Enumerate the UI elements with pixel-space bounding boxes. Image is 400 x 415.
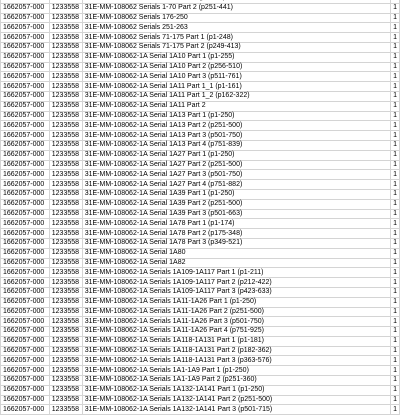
- cell-count[interactable]: 1: [391, 62, 400, 72]
- cell-count[interactable]: 1: [391, 82, 400, 92]
- cell-title[interactable]: 31E-MM-108062-1A Serial 1A80: [82, 248, 390, 258]
- cell-count[interactable]: 1: [391, 13, 400, 23]
- cell-count[interactable]: 1: [391, 150, 400, 160]
- cell-box-id[interactable]: 1233558: [49, 199, 82, 209]
- cell-record-id[interactable]: 1662057-000: [1, 278, 50, 288]
- cell-record-id[interactable]: 1662057-000: [1, 219, 50, 229]
- cell-box-id[interactable]: 1233558: [49, 307, 82, 317]
- cell-count[interactable]: 1: [391, 33, 400, 43]
- cell-record-id[interactable]: 1662057-000: [1, 121, 50, 131]
- cell-count[interactable]: 1: [391, 248, 400, 258]
- table-row[interactable]: [1, 385, 400, 395]
- cell-record-id[interactable]: 1662057-000: [1, 336, 50, 346]
- cell-count[interactable]: 1: [391, 219, 400, 229]
- table-row[interactable]: [1, 219, 400, 229]
- cell-record-id[interactable]: 1662057-000: [1, 42, 50, 52]
- cell-title[interactable]: 31E-MM-108062-1A Serial 1A39 Part 3 (p501-663): [82, 209, 390, 219]
- cell-title[interactable]: 31E-MM-108062-1A Serials 1A1-1A9 Part 1 (p1-250): [82, 366, 390, 376]
- table-row[interactable]: [1, 101, 400, 111]
- cell-record-id[interactable]: 1662057-000: [1, 13, 50, 23]
- grid-body: [1, 0, 400, 415]
- cell-title[interactable]: 31E-MM-108062-1A Serial 1A78 Part 1 (p1-174): [82, 219, 390, 229]
- cell-record-id[interactable]: 1662057-000: [1, 140, 50, 150]
- cell-record-id[interactable]: 1662057-000: [1, 52, 50, 62]
- table-row[interactable]: [1, 72, 400, 82]
- cell-count[interactable]: 1: [391, 395, 400, 405]
- cell-record-id[interactable]: 1662057-000: [1, 101, 50, 111]
- table-row[interactable]: [1, 82, 400, 92]
- table-row[interactable]: [1, 160, 400, 170]
- cell-title[interactable]: 31E-MM-108062-1A Serial 1A78 Part 2 (p175-348): [82, 229, 390, 239]
- table-row[interactable]: [1, 42, 400, 52]
- cell-record-id[interactable]: 1662057-000: [1, 395, 50, 405]
- cell-title[interactable]: 31E-MM-108062-1A Serial 1A39 Part 1 (p1-250): [82, 189, 390, 199]
- cell-record-id[interactable]: 1662057-000: [1, 268, 50, 278]
- cell-count[interactable]: 1: [391, 317, 400, 327]
- cell-record-id[interactable]: 1662057-000: [1, 131, 50, 141]
- cell-title[interactable]: 31E-MM-108062-1A Serials 1A11-1A26 Part 3 (p501-750): [82, 317, 390, 327]
- table-row[interactable]: [1, 199, 400, 209]
- table-row[interactable]: [1, 23, 400, 33]
- cell-count[interactable]: 1: [391, 356, 400, 366]
- cell-title[interactable]: 31E-MM-108062-1A Serials 1A132-1A141 Part 1 (p1-250): [82, 385, 390, 395]
- cell-record-id[interactable]: 1662057-000: [1, 33, 50, 43]
- cell-box-id[interactable]: 1233558: [49, 268, 82, 278]
- cell-record-id[interactable]: 1662057-000: [1, 62, 50, 72]
- cell-box-id[interactable]: 1233558: [49, 248, 82, 258]
- cell-record-id[interactable]: 1662057-000: [1, 346, 50, 356]
- cell-title[interactable]: 31E-MM-108062 Serials 176-250: [82, 13, 390, 23]
- cell-box-id[interactable]: 1233558: [49, 33, 82, 43]
- cell-title[interactable]: 31E-MM-108062-1A Serial 1A11 Part 2: [82, 101, 390, 111]
- cell-box-id[interactable]: 1233558: [49, 189, 82, 199]
- cell-title[interactable]: 31E-MM-108062-1A Serial 1A82: [82, 258, 390, 268]
- cell-record-id[interactable]: 1662057-000: [1, 297, 50, 307]
- cell-count[interactable]: 1: [391, 346, 400, 356]
- cell-record-id[interactable]: 1662057-000: [1, 23, 50, 33]
- cell-count[interactable]: 1: [391, 180, 400, 190]
- cell-box-id[interactable]: 1233558: [49, 82, 82, 92]
- cell-title[interactable]: 31E-MM-108062-1A Serial 1A13 Part 4 (p751-839): [82, 140, 390, 150]
- cell-count[interactable]: 1: [391, 268, 400, 278]
- cell-title[interactable]: 31E-MM-108062-1A Serial 1A27 Part 1 (p1-250): [82, 150, 390, 160]
- cell-record-id[interactable]: 1662057-000: [1, 3, 50, 13]
- cell-box-id[interactable]: 1233558: [49, 356, 82, 366]
- table-row[interactable]: [1, 91, 400, 101]
- cell-box-id[interactable]: 1233558: [49, 229, 82, 239]
- table-row[interactable]: [1, 131, 400, 141]
- cell-count[interactable]: 1: [391, 297, 400, 307]
- cell-box-id[interactable]: 1233558: [49, 140, 82, 150]
- cell-record-id[interactable]: 1662057-000: [1, 287, 50, 297]
- cell-box-id[interactable]: 1233558: [49, 219, 82, 229]
- cell-count[interactable]: 1: [391, 160, 400, 170]
- table-row[interactable]: [1, 140, 400, 150]
- cell-title[interactable]: 31E-MM-108062-1A Serials 1A11-1A26 Part 2 (p251-500): [82, 307, 390, 317]
- cell-count[interactable]: 1: [391, 23, 400, 33]
- cell-box-id[interactable]: 1233558: [49, 160, 82, 170]
- cell-count[interactable]: 1: [391, 307, 400, 317]
- cell-record-id[interactable]: 1662057-000: [1, 72, 50, 82]
- cell-box-id[interactable]: 1233558: [49, 376, 82, 386]
- cell-box-id[interactable]: 1233558: [49, 121, 82, 131]
- cell-box-id[interactable]: 1233558: [49, 101, 82, 111]
- cell-count[interactable]: 1: [391, 170, 400, 180]
- cell-record-id[interactable]: 1662057-000: [1, 150, 50, 160]
- cell-title[interactable]: 31E-MM-108062 Serials 1-70 Part 2 (p251-441): [82, 3, 390, 13]
- cell-count[interactable]: 1: [391, 278, 400, 288]
- cell-record-id[interactable]: 1662057-000: [1, 317, 50, 327]
- cell-box-id[interactable]: 1233558: [49, 72, 82, 82]
- cell-box-id[interactable]: 1233558: [49, 62, 82, 72]
- cell-title[interactable]: 31E-MM-108062-1A Serial 1A11 Part 1_2 (p162-322): [82, 91, 390, 101]
- cell-title[interactable]: 31E-MM-108062-1A Serial 1A39 Part 2 (p251-500): [82, 199, 390, 209]
- table-row[interactable]: [1, 170, 400, 180]
- cell-box-id[interactable]: 1233558: [49, 209, 82, 219]
- table-row[interactable]: [1, 209, 400, 219]
- table-row[interactable]: [1, 405, 400, 415]
- cell-count[interactable]: 1: [391, 131, 400, 141]
- cell-box-id[interactable]: 1233558: [49, 91, 82, 101]
- cell-count[interactable]: 1: [391, 3, 400, 13]
- cell-box-id[interactable]: 1233558: [49, 278, 82, 288]
- table-row[interactable]: [1, 52, 400, 62]
- table-row[interactable]: [1, 62, 400, 72]
- table-row[interactable]: [1, 180, 400, 190]
- cell-count[interactable]: 1: [391, 258, 400, 268]
- cell-title[interactable]: 31E-MM-108062-1A Serials 1A109-1A117 Part 2 (p212-422): [82, 278, 390, 288]
- cell-title[interactable]: 31E-MM-108062-1A Serial 1A13 Part 2 (p251-500): [82, 121, 390, 131]
- table-row[interactable]: [1, 356, 400, 366]
- cell-count[interactable]: 1: [391, 111, 400, 121]
- cell-record-id[interactable]: 1662057-000: [1, 258, 50, 268]
- cell-title[interactable]: 31E-MM-108062-1A Serials 1A118-1A131 Part 2 (p182-362): [82, 346, 390, 356]
- cell-title[interactable]: 31E-MM-108062-1A Serial 1A11 Part 1_1 (p1-161): [82, 82, 390, 92]
- table-row[interactable]: [1, 238, 400, 248]
- cell-record-id[interactable]: 1662057-000: [1, 238, 50, 248]
- cell-count[interactable]: 1: [391, 199, 400, 209]
- table-row[interactable]: [1, 111, 400, 121]
- cell-title[interactable]: 31E-MM-108062-1A Serial 1A10 Part 2 (p256-510): [82, 62, 390, 72]
- table-row[interactable]: [1, 395, 400, 405]
- cell-title[interactable]: 31E-MM-108062-1A Serials 1A132-1A141 Part 2 (p251-500): [82, 395, 390, 405]
- cell-count[interactable]: 1: [391, 336, 400, 346]
- cell-title[interactable]: 31E-MM-108062 Serials 71-175 Part 1 (p1-248): [82, 33, 390, 43]
- cell-count[interactable]: 1: [391, 209, 400, 219]
- cell-box-id[interactable]: 1233558: [49, 405, 82, 415]
- cell-count[interactable]: 1: [391, 42, 400, 52]
- cell-count[interactable]: 1: [391, 385, 400, 395]
- cell-count[interactable]: 1: [391, 287, 400, 297]
- table-row[interactable]: [1, 366, 400, 376]
- cell-title[interactable]: 31E-MM-108062-1A Serials 1A118-1A131 Part 3 (p363-576): [82, 356, 390, 366]
- cell-box-id[interactable]: 1233558: [49, 13, 82, 23]
- cell-record-id[interactable]: 1662057-000: [1, 307, 50, 317]
- cell-record-id[interactable]: 1662057-000: [1, 405, 50, 415]
- cell-record-id[interactable]: 1662057-000: [1, 189, 50, 199]
- cell-box-id[interactable]: 1233558: [49, 346, 82, 356]
- table-row[interactable]: [1, 336, 400, 346]
- cell-record-id[interactable]: 1662057-000: [1, 229, 50, 239]
- table-row[interactable]: [1, 189, 400, 199]
- table-row[interactable]: [1, 150, 400, 160]
- cell-box-id[interactable]: 1233558: [49, 336, 82, 346]
- cell-record-id[interactable]: 1662057-000: [1, 356, 50, 366]
- cell-title[interactable]: 31E-MM-108062-1A Serial 1A27 Part 2 (p251-500): [82, 160, 390, 170]
- cell-title[interactable]: 31E-MM-108062 Serials 251-263: [82, 23, 390, 33]
- table-row[interactable]: [1, 248, 400, 258]
- cell-count[interactable]: 1: [391, 140, 400, 150]
- cell-box-id[interactable]: 1233558: [49, 111, 82, 121]
- table-row[interactable]: [1, 317, 400, 327]
- cell-count[interactable]: 1: [391, 72, 400, 82]
- cell-count[interactable]: 1: [391, 405, 400, 415]
- cell-box-id[interactable]: 1233558: [49, 52, 82, 62]
- table-row[interactable]: [1, 229, 400, 239]
- cell-box-id[interactable]: 1233558: [49, 150, 82, 160]
- table-row[interactable]: [1, 33, 400, 43]
- cell-title[interactable]: 31E-MM-108062-1A Serial 1A27 Part 4 (p751-882): [82, 180, 390, 190]
- table-row[interactable]: [1, 278, 400, 288]
- cell-title[interactable]: 31E-MM-108062-1A Serials 1A11-1A26 Part 1 (p1-250): [82, 297, 390, 307]
- cell-title[interactable]: 31E-MM-108062-1A Serial 1A27 Part 3 (p501-750): [82, 170, 390, 180]
- cell-title[interactable]: 31E-MM-108062-1A Serials 1A11-1A26 Part 4 (p751-925): [82, 327, 390, 337]
- cell-record-id[interactable]: 1662057-000: [1, 376, 50, 386]
- cell-count[interactable]: 1: [391, 238, 400, 248]
- cell-title[interactable]: 31E-MM-108062-1A Serials 1A132-1A141 Part 3 (p501-715): [82, 405, 390, 415]
- cell-record-id[interactable]: 1662057-000: [1, 111, 50, 121]
- cell-box-id[interactable]: 1233558: [49, 287, 82, 297]
- cell-record-id[interactable]: 1662057-000: [1, 366, 50, 376]
- cell-title[interactable]: 31E-MM-108062-1A Serial 1A13 Part 1 (p1-250): [82, 111, 390, 121]
- cell-count[interactable]: 1: [391, 376, 400, 386]
- table-row[interactable]: [1, 297, 400, 307]
- cell-box-id[interactable]: 1233558: [49, 385, 82, 395]
- cell-title[interactable]: 31E-MM-108062-1A Serials 1A109-1A117 Part 1 (p1-211): [82, 268, 390, 278]
- cell-box-id[interactable]: 1233558: [49, 238, 82, 248]
- cell-record-id[interactable]: 1662057-000: [1, 385, 50, 395]
- table-row[interactable]: [1, 346, 400, 356]
- table-row[interactable]: [1, 258, 400, 268]
- cell-count[interactable]: 1: [391, 189, 400, 199]
- cell-record-id[interactable]: 1662057-000: [1, 91, 50, 101]
- cell-box-id[interactable]: 1233558: [49, 327, 82, 337]
- cell-box-id[interactable]: 1233558: [49, 23, 82, 33]
- cell-title[interactable]: 31E-MM-108062-1A Serials 1A1-1A9 Part 2 (p251-360): [82, 376, 390, 386]
- cell-box-id[interactable]: 1233558: [49, 317, 82, 327]
- cell-record-id[interactable]: 1662057-000: [1, 170, 50, 180]
- cell-record-id[interactable]: 1662057-000: [1, 248, 50, 258]
- cell-box-id[interactable]: 1233558: [49, 297, 82, 307]
- cell-title[interactable]: 31E-MM-108062-1A Serial 1A10 Part 3 (p511-761): [82, 72, 390, 82]
- cell-box-id[interactable]: 1233558: [49, 42, 82, 52]
- table-row[interactable]: [1, 3, 400, 13]
- table-row[interactable]: [1, 268, 400, 278]
- cell-count[interactable]: 1: [391, 229, 400, 239]
- cell-box-id[interactable]: 1233558: [49, 395, 82, 405]
- cell-box-id[interactable]: 1233558: [49, 170, 82, 180]
- table-row[interactable]: [1, 121, 400, 131]
- cell-title[interactable]: 31E-MM-108062-1A Serial 1A10 Part 1 (p1-255): [82, 52, 390, 62]
- cell-title[interactable]: 31E-MM-108062 Serials 71-175 Part 2 (p249-413): [82, 42, 390, 52]
- cell-record-id[interactable]: 1662057-000: [1, 160, 50, 170]
- cell-title[interactable]: 31E-MM-108062-1A Serials 1A118-1A131 Part 1 (p1-181): [82, 336, 390, 346]
- cell-count[interactable]: 1: [391, 121, 400, 131]
- cell-record-id[interactable]: 1662057-000: [1, 209, 50, 219]
- cell-count[interactable]: 1: [391, 52, 400, 62]
- cell-box-id[interactable]: 1233558: [49, 366, 82, 376]
- cell-count[interactable]: 1: [391, 366, 400, 376]
- cell-record-id[interactable]: 1662057-000: [1, 327, 50, 337]
- cell-box-id[interactable]: 1233558: [49, 180, 82, 190]
- cell-record-id[interactable]: 1662057-000: [1, 82, 50, 92]
- cell-title[interactable]: 31E-MM-108062-1A Serial 1A78 Part 3 (p349-521): [82, 238, 390, 248]
- cell-count[interactable]: 1: [391, 327, 400, 337]
- table-row[interactable]: [1, 307, 400, 317]
- cell-box-id[interactable]: 1233558: [49, 131, 82, 141]
- cell-record-id[interactable]: 1662057-000: [1, 199, 50, 209]
- cell-title[interactable]: 31E-MM-108062-1A Serial 1A13 Part 3 (p501-750): [82, 131, 390, 141]
- cell-title[interactable]: 31E-MM-108062-1A Serials 1A109-1A117 Part 3 (p423-633): [82, 287, 390, 297]
- table-row[interactable]: [1, 327, 400, 337]
- cell-record-id[interactable]: 1662057-000: [1, 180, 50, 190]
- cell-box-id[interactable]: 1233558: [49, 258, 82, 268]
- cell-box-id[interactable]: 1233558: [49, 3, 82, 13]
- table-row[interactable]: [1, 13, 400, 23]
- cell-count[interactable]: 1: [391, 101, 400, 111]
- table-row[interactable]: [1, 287, 400, 297]
- cell-count[interactable]: 1: [391, 91, 400, 101]
- table-row[interactable]: [1, 376, 400, 386]
